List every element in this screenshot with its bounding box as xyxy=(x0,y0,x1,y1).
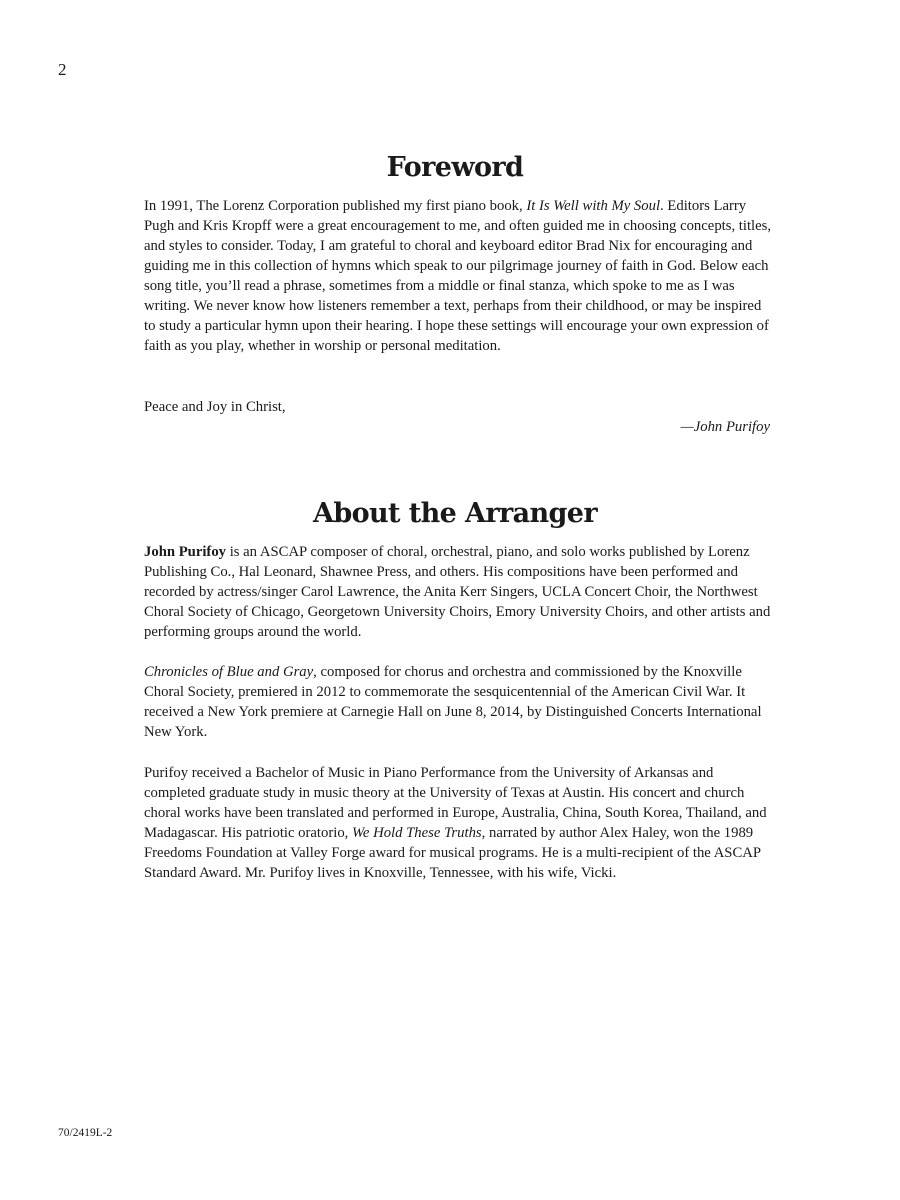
work-title-chronicles: Chronicles of Blue and Gray xyxy=(144,664,314,680)
work-title-we-hold: We Hold These Truths xyxy=(352,825,482,841)
foreword-closing: Peace and Joy in Christ, xyxy=(144,399,286,415)
page-number: 2 xyxy=(58,60,67,79)
foreword-text-start: In 1991, The Lorenz Corporation published my first piano book, xyxy=(144,198,527,214)
foreword-heading: Foreword xyxy=(386,152,524,183)
about-paragraph-1 xyxy=(144,542,774,642)
catalog-code: 70/2419L-2 xyxy=(58,1127,113,1139)
about-arranger-heading: About the Arranger xyxy=(312,498,598,529)
about-p3-text-end: , narrated by author Alex Haley, won the 1989 Freedoms Foundation at Valley Forge award for musical programs. He is a multi-recipient of the ASCAP Standard Award. Mr. Purifoy lives in Knoxville, Tennessee, with his wife, Vicki. xyxy=(144,825,761,881)
arranger-name: John Purifoy xyxy=(144,544,227,560)
about-p1-text: is an ASCAP composer of choral, orchestral, piano, and solo works published by Lorenz Publishing Co., Hal Leonard, Shawnee Press, and others. His compositions have been performed and recorded by actress/singer Carol Lawrence, the Anita Kerr Singers, UCLA Concert Choir, the Northwest Choral Society of Chicago, Georgetown University Choirs, Emory University Choirs, and other artists and performing groups around the world. xyxy=(144,544,771,640)
about-p2-text: , composed for chorus and orchestra and commissioned by the Knoxville Choral Society, premiered in 2012 to commemorate the sesquicentennial of the American Civil War. It received a New York premiere at Carnegie Hall on June 8, 2014, by Distinguished Concerts International New York. xyxy=(144,664,762,740)
about-paragraph-2 xyxy=(144,662,774,742)
about-paragraph-3 xyxy=(144,763,774,883)
foreword-signature: —John Purifoy xyxy=(680,419,770,435)
about-p3-text-start: Purifoy received a Bachelor of Music in Piano Performance from the University of Arkansas and completed graduate study in music theory at the University of Texas at Austin. His concert and church choral works have been translated and performed in Europe, Australia, China, South Korea, Thailand, and Madagascar. His patriotic oratorio, xyxy=(144,765,767,841)
foreword-text-rest: . Editors Larry Pugh and Kris Kropff were a great encouragement to me, and often guided me in choosing concepts, titles, and styles to consider. Today, I am grateful to choral and keyboard editor Brad Nix for encouraging and guiding me in this collection of hymns which speak to our pilgrimage journey of faith in God. Below each song title, you’ll read a phrase, sometimes from a middle or final stanza, which spoke to me as I was writing. We never know how listeners remember a text, perhaps from their childhood, or may be inspired to study a particular hymn upon their hearing. I hope these settings will encourage your own expression of faith as you play, whether in worship or personal meditation. xyxy=(144,198,772,354)
foreword-body xyxy=(144,196,774,356)
book-title: It Is Well with My Soul xyxy=(526,198,661,214)
